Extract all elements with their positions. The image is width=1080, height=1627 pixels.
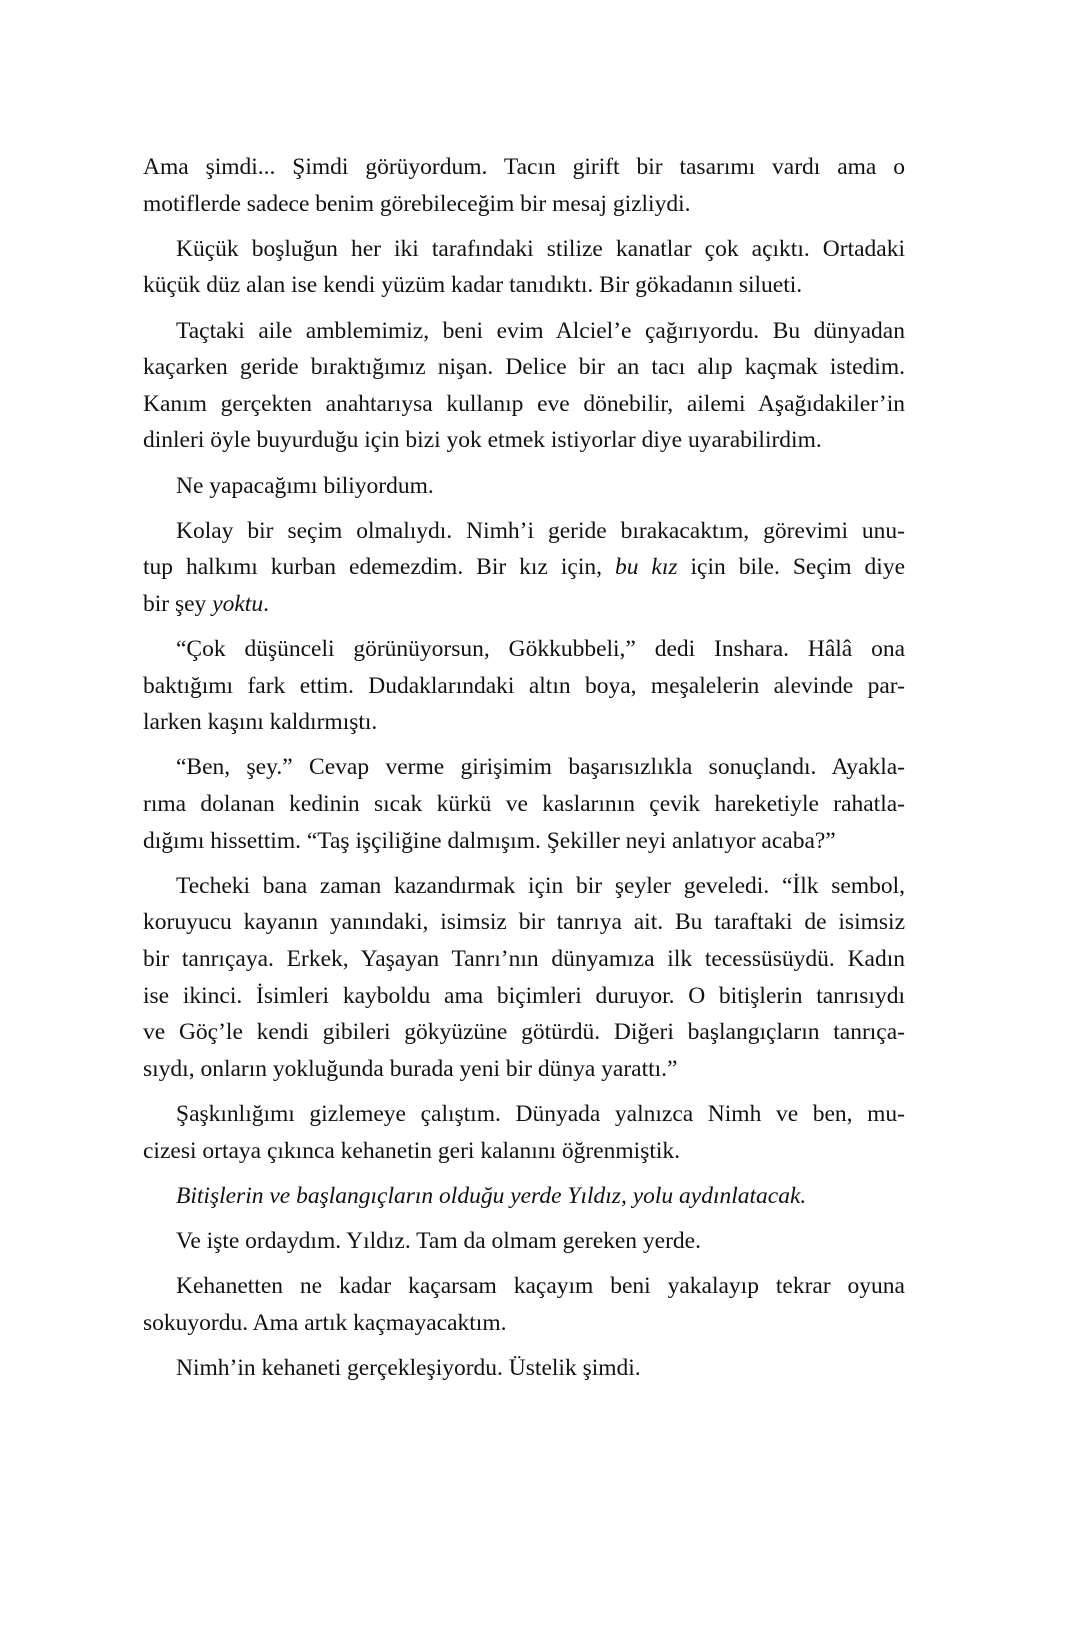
text-line	[143, 668, 905, 705]
text-segment: Nimh’in kehaneti gerçekleşiyordu. Üstelik şimdi.	[176, 1354, 641, 1381]
text-line	[143, 422, 905, 459]
text-segment: Kanım gerçekten anahtarıysa kullanıp eve dönebilir, ailemi Aşağıdakiler’in	[143, 390, 905, 417]
text-line	[143, 267, 905, 304]
paragraph	[143, 1268, 905, 1341]
text-line	[143, 978, 905, 1015]
text-line	[143, 749, 905, 786]
text-segment: sokuyordu. Ama artık kaçmayacaktım.	[143, 1309, 507, 1336]
text-line	[143, 1014, 905, 1051]
text-segment: .	[263, 590, 269, 617]
text-segment: ise ikinci. İsimleri kayboldu ama biçimleri duruyor. O bitişlerin tanrısıydı	[143, 982, 905, 1009]
text-line	[143, 1051, 905, 1088]
text-segment: Ve işte ordaydım. Yıldız. Tam da olmam gereken yerde.	[176, 1227, 701, 1254]
text-line	[143, 823, 905, 860]
text-segment: Taçtaki aile amblemimiz, beni evim Alciel’e çağırıyordu. Bu dünyadan	[176, 317, 905, 344]
text-segment: dığımı hissettim. “Taş işçiliğine dalmışım. Şekiller neyi anlatıyor acaba?”	[143, 827, 836, 854]
text-line	[143, 1305, 905, 1342]
text-segment: için bile. Seçim diye	[677, 554, 905, 581]
text-segment: cizesi ortaya çıkınca kehanetin geri kalanını öğrenmiştik.	[143, 1137, 681, 1164]
text-segment: motiflerde sadece benim görebileceğim bir mesaj gizliydi.	[143, 190, 691, 217]
text-line	[143, 586, 905, 623]
text-segment: dinleri öyle buyurduğu için bizi yok etmek istiyorlar diye uyarabilirdim.	[143, 427, 822, 454]
text-line	[143, 1268, 905, 1305]
paragraph	[143, 313, 905, 459]
text-line	[143, 231, 905, 268]
text-line	[143, 1350, 905, 1387]
text-line	[143, 868, 905, 905]
paragraph	[143, 1096, 905, 1169]
text-segment: küçük düz alan ise kendi yüzüm kadar tanıdıktı. Bir gökadanın silueti.	[143, 272, 803, 299]
italic-text: Bitişlerin ve başlangıçların olduğu yerde Yıldız, yolu aydınlatacak.	[176, 1182, 807, 1209]
text-line	[143, 1133, 905, 1170]
text-segment: “Ben, şey.” Cevap verme girişimim başarısızlıkla sonuçlandı. Ayakla-	[176, 754, 905, 781]
text-line	[143, 468, 905, 505]
paragraph	[143, 868, 905, 1088]
text-segment: “Çok düşünceli görünüyorsun, Gökkubbeli,” dedi Inshara. Hâlâ ona	[176, 636, 905, 663]
text-line	[143, 786, 905, 823]
text-line	[143, 904, 905, 941]
text-line	[143, 1096, 905, 1133]
text-line	[143, 704, 905, 741]
text-line	[143, 349, 905, 386]
paragraph	[143, 468, 905, 505]
text-segment: larken kaşını kaldırmıştı.	[143, 709, 378, 736]
text-line	[143, 1223, 905, 1260]
text-segment: Techeki bana zaman kazandırmak için bir şeyler geveledi. “İlk sembol,	[176, 872, 905, 899]
paragraph	[143, 1178, 905, 1215]
text-segment: Küçük boşluğun her iki tarafındaki stilize kanatlar çok açıktı. Ortadaki	[176, 235, 905, 262]
text-segment: koruyucu kayanın yanındaki, isimsiz bir tanrıya ait. Bu taraftaki de isimsiz	[143, 909, 905, 936]
book-page-text	[143, 149, 905, 1395]
text-line	[143, 513, 905, 550]
italic-text: bu kız	[614, 554, 678, 581]
text-line	[143, 631, 905, 668]
text-segment: baktığımı fark ettim. Dudaklarındaki altın boya, meşalelerin alevinde par-	[143, 672, 905, 699]
text-line	[143, 549, 905, 586]
text-line	[143, 941, 905, 978]
text-segment: Kehanetten ne kadar kaçarsam kaçayım beni yakalayıp tekrar oyuna	[176, 1273, 905, 1300]
text-line	[143, 149, 905, 186]
text-segment: tup halkımı kurban edemezdim. Bir kız için,	[143, 554, 615, 581]
text-segment: ve Göç’le kendi gibileri gökyüzüne götürdü. Diğeri başlangıçların tanrıça-	[143, 1019, 905, 1046]
text-segment: Kolay bir seçim olmalıydı. Nimh’i geride bırakacaktım, görevimi unu-	[176, 517, 905, 544]
text-line	[143, 386, 905, 423]
text-segment: bir tanrıçaya. Erkek, Yaşayan Tanrı’nın dünyamıza ilk tecessüsüydü. Kadın	[143, 946, 905, 973]
text-segment: bir şey	[143, 590, 213, 617]
text-line	[143, 313, 905, 350]
paragraph	[143, 231, 905, 304]
paragraph	[143, 749, 905, 859]
paragraph	[143, 631, 905, 741]
text-segment: Şaşkınlığımı gizlemeye çalıştım. Dünyada yalnızca Nimh ve ben, mu-	[176, 1101, 905, 1127]
text-segment: rıma dolanan kedinin sıcak kürkü ve kaslarının çevik hareketiyle rahatla-	[143, 791, 905, 818]
text-segment: Ama şimdi... Şimdi görüyordum. Tacın girift bir tasarımı vardı ama o	[143, 154, 905, 180]
text-segment: Ne yapacağımı biliyordum.	[176, 472, 434, 499]
paragraph	[143, 513, 905, 623]
paragraph	[143, 1350, 905, 1387]
italic-text: yoktu	[212, 590, 264, 617]
paragraph	[143, 1223, 905, 1260]
paragraph	[143, 149, 905, 222]
text-line	[143, 186, 905, 223]
text-segment: kaçarken geride bıraktığımız nişan. Delice bir an tacı alıp kaçmak istedim.	[143, 354, 905, 381]
text-segment: sıydı, onların yokluğunda burada yeni bir dünya yarattı.”	[143, 1055, 678, 1082]
text-line	[143, 1178, 905, 1215]
